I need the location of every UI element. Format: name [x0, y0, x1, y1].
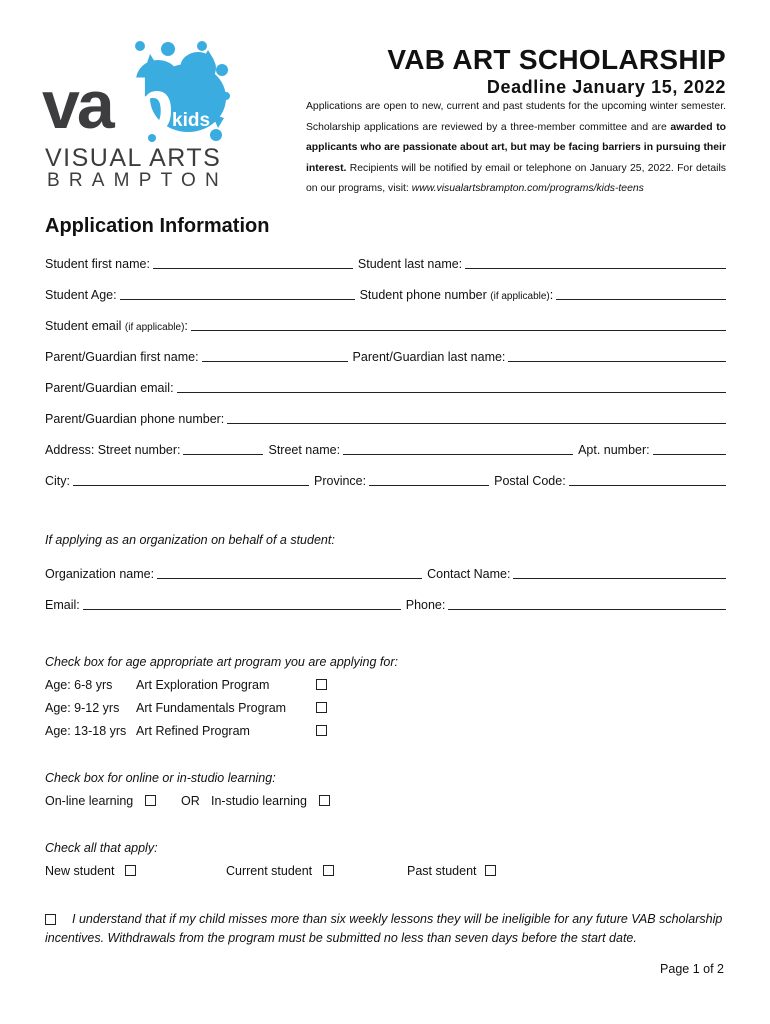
document-title: VAB ART SCHOLARSHIP — [387, 44, 726, 75]
organization-contact-row — [45, 593, 726, 613]
intro-paragraph — [306, 97, 726, 200]
student-last-name-label: Student last name: — [357, 257, 463, 271]
province-label: Province: — [314, 474, 367, 488]
parent-last-name-line[interactable] — [508, 360, 726, 362]
if-applicable-note: (if applicable) — [490, 291, 550, 302]
parent-last-name-label: Parent/Guardian last name: — [352, 350, 506, 364]
agreement-line-1: I understand that if my child misses more than six weekly lessons they will be ineligible for any future VAB scholarship — [72, 912, 723, 926]
apt-number-line[interactable] — [653, 453, 726, 455]
new-student-label: New student — [45, 864, 115, 878]
parent-phone-line[interactable] — [227, 422, 726, 424]
student-last-name-line[interactable] — [465, 267, 726, 269]
program-age-6-8: Age: 6-8 yrs — [45, 678, 113, 692]
street-number-label: Address: Street number: — [45, 443, 181, 457]
deadline-text: Deadline January 15, 2022 — [486, 77, 726, 97]
online-learning-label: On-line learning — [45, 794, 134, 808]
learning-prompt: Check box for online or in-studio learning: — [45, 771, 276, 785]
checkbox-current-student[interactable] — [323, 865, 334, 876]
city-line[interactable] — [73, 484, 309, 486]
organization-name-line[interactable] — [157, 577, 422, 579]
postal-code-line[interactable] — [569, 484, 726, 486]
student-age-phone-row — [45, 283, 726, 303]
intro-text-1: Applications are open to new, current and past students for the upcoming winter semester. Scholarship applications are reviewed by a three-member committee and are — [306, 101, 726, 133]
student-phone-label: Student phone number (if applicable): — [359, 288, 554, 302]
in-studio-learning-label: In-studio learning — [211, 794, 307, 808]
parent-first-name-label: Parent/Guardian first name: — [45, 350, 199, 364]
organization-email-line[interactable] — [83, 608, 401, 610]
parent-email-line[interactable] — [177, 391, 726, 393]
logo-brampton: BRAMPTON — [47, 170, 228, 191]
apt-number-label: Apt. number: — [578, 443, 650, 457]
parent-name-row — [45, 345, 726, 365]
parent-first-name-line[interactable] — [202, 360, 348, 362]
logo-graphic — [40, 40, 230, 145]
agreement-line-2: incentives. Withdrawals from the program must be submitted no less than seven days before the start date. — [45, 931, 637, 945]
parent-email-label: Parent/Guardian email: — [45, 381, 174, 395]
checkbox-refined[interactable] — [316, 725, 327, 736]
program-name-fundamentals: Art Fundamentals Program — [136, 701, 287, 715]
province-line[interactable] — [369, 484, 489, 486]
student-name-row — [45, 252, 726, 272]
parent-phone-label: Parent/Guardian phone number: — [45, 412, 225, 426]
address-row — [45, 438, 726, 458]
student-email-text: Student email — [45, 319, 122, 333]
checkbox-online[interactable] — [145, 795, 156, 806]
organization-email-label: Email: — [45, 598, 80, 612]
contact-name-label: Contact Name: — [427, 567, 511, 581]
organization-row — [45, 562, 726, 582]
page-number: Page 1 of 2 — [660, 962, 724, 976]
current-student-label: Current student — [226, 864, 313, 878]
street-name-label: Street name: — [268, 443, 341, 457]
checkbox-exploration[interactable] — [316, 679, 327, 690]
intro-text-2: Recipients will be notified by email or telephone on January 25, 2022. For details on our programs, visit: — [306, 162, 726, 195]
student-first-name-label: Student first name: — [45, 257, 150, 271]
city-row — [45, 469, 726, 489]
postal-code-label: Postal Code: — [494, 474, 566, 488]
if-applicable-note: (if applicable) — [124, 322, 185, 333]
or-text: OR — [181, 794, 200, 808]
student-email-row — [45, 314, 726, 334]
checkbox-new-student[interactable] — [125, 865, 136, 876]
street-name-line[interactable] — [343, 453, 573, 455]
parent-email-row — [45, 376, 726, 396]
section-heading: Application Information — [45, 215, 270, 237]
program-prompt: Check box for age appropriate art program you are applying for: — [45, 655, 398, 669]
student-phone-text: Student phone number — [359, 288, 487, 302]
student-phone-line[interactable] — [556, 298, 726, 300]
parent-phone-row — [45, 407, 726, 427]
intro-bold-text: awarded to applicants who are passionate about art, but may be facing barriers in pursuing their interest. — [306, 121, 727, 174]
vab-kids-logo — [40, 40, 230, 190]
logo-kids-text: kids — [172, 110, 211, 131]
past-student-label: Past student — [407, 864, 477, 878]
checkbox-past-student[interactable] — [485, 865, 496, 876]
contact-name-line[interactable] — [513, 577, 726, 579]
logo-va-text: va — [42, 67, 112, 143]
organization-phone-line[interactable] — [448, 608, 726, 610]
checkbox-agreement[interactable] — [45, 914, 56, 925]
checkbox-fundamentals[interactable] — [316, 702, 327, 713]
checkbox-in-studio[interactable] — [319, 795, 330, 806]
organization-name-label: Organization name: — [45, 567, 155, 581]
programs-link[interactable]: www.visualartsbrampton.com/programs/kids-teens — [411, 183, 644, 195]
program-name-refined: Art Refined Program — [136, 724, 250, 738]
program-age-13-18: Age: 13-18 yrs — [45, 724, 127, 738]
student-email-line[interactable] — [191, 329, 726, 331]
student-email-label: Student email (if applicable): — [45, 319, 188, 333]
status-prompt: Check all that apply: — [45, 841, 158, 855]
logo-b-text: b — [130, 66, 174, 145]
program-age-9-12: Age: 9-12 yrs — [45, 701, 120, 715]
logo-visual-arts: VISUAL ARTS — [45, 144, 222, 172]
student-first-name-line[interactable] — [153, 267, 353, 269]
organization-phone-label: Phone: — [405, 598, 446, 612]
street-number-line[interactable] — [183, 453, 263, 455]
organization-note: If applying as an organization on behalf of a student: — [45, 533, 335, 547]
city-label: City: — [45, 474, 70, 488]
program-name-exploration: Art Exploration Program — [136, 678, 270, 692]
student-age-line[interactable] — [120, 298, 355, 300]
student-age-label: Student Age: — [45, 288, 117, 302]
